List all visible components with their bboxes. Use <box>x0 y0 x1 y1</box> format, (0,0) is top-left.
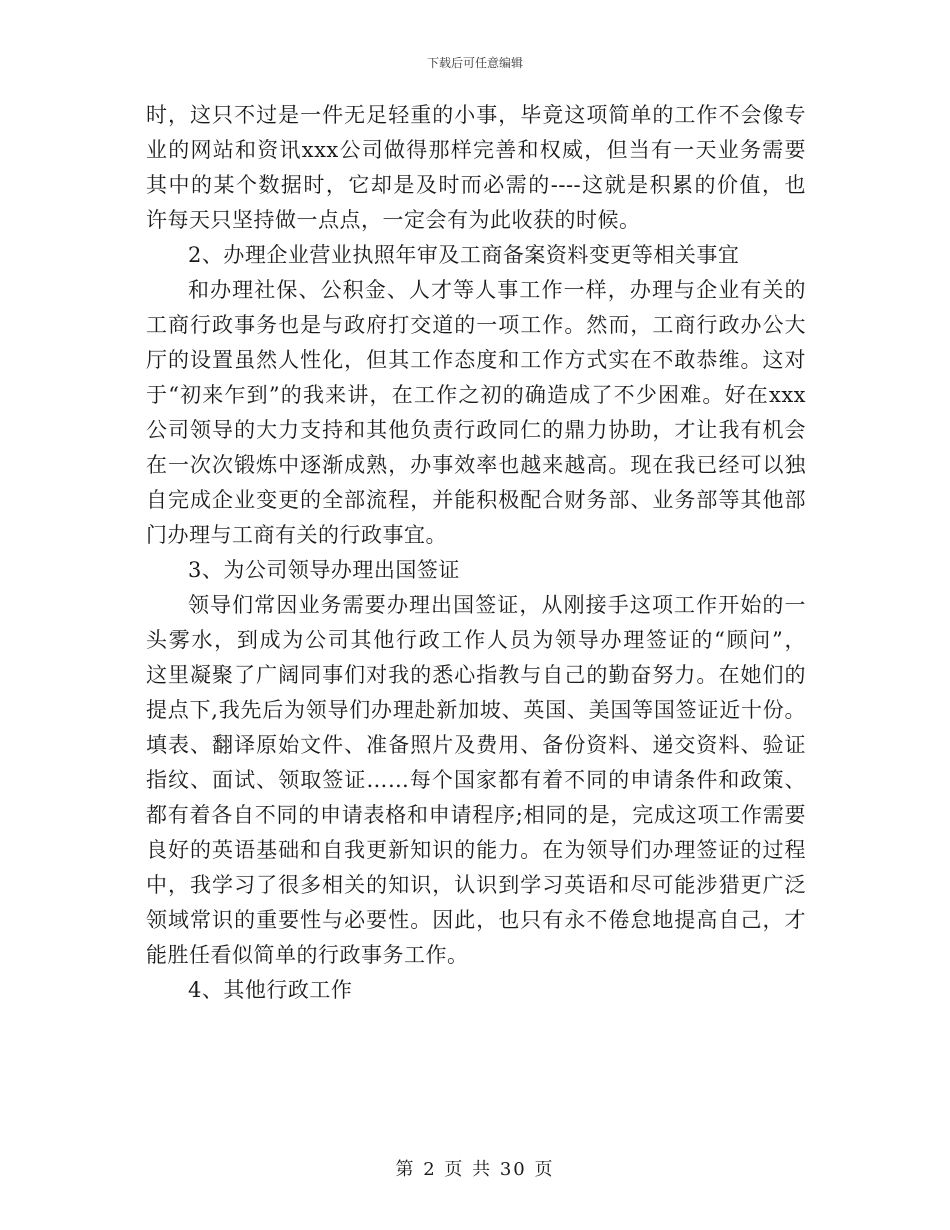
text-line: 自完成企业变更的全部流程，并能积极配合财务部、业务部等其他部 <box>146 488 806 512</box>
text-line: 厅的设置虽然人性化，但其工作态度和工作方式实在不敢恭维。这对 <box>146 348 806 372</box>
text-line: 工商行政事务也是与政府打交道的一项工作。然而，工商行政办公大 <box>146 313 806 337</box>
text-line: 能胜任看似简单的行政事务工作。 <box>146 943 469 967</box>
section-heading-4: 4、其他行政工作 <box>188 978 353 1002</box>
text-line: 填表、翻译原始文件、准备照片及费用、备份资料、递交资料、验证 <box>146 733 806 757</box>
section-heading-3: 3、为公司领导办理出国签证 <box>188 558 460 582</box>
text-line: 头雾水，到成为公司其他行政工作人员为领导办理签证的“顾问”， <box>146 628 806 652</box>
text-line: 领导们常因业务需要办理出国签证，从刚接手这项工作开始的一 <box>188 593 806 617</box>
text-line: 公司领导的大力支持和其他负责行政同仁的鼎力协助，才让我有机会 <box>146 418 806 442</box>
text-line: 良好的英语基础和自我更新知识的能力。在为领导们办理签证的过程 <box>146 838 806 862</box>
text-line: 指纹、面试、领取签证……每个国家都有着不同的申请条件和政策、 <box>146 768 806 792</box>
text-line: 和办理社保、公积金、人才等人事工作一样，办理与企业有关的 <box>188 278 806 302</box>
text-line: 中，我学习了很多相关的知识，认识到学习英语和尽可能涉猎更广泛 <box>146 873 806 897</box>
text-line: 都有着各自不同的申请表格和申请程序;相同的是，完成这项工作需要 <box>146 803 806 827</box>
text-line: 在一次次锻炼中逐渐成熟，办事效率也越来越高。现在我已经可以独 <box>146 453 806 477</box>
text-line: 时，这只不过是一件无足轻重的小事，毕竟这项简单的工作不会像专 <box>146 103 806 127</box>
text-line: 业的网站和资讯xxx公司做得那样完善和权威，但当有一天业务需要 <box>146 138 806 162</box>
text-line: 门办理与工商有关的行政事宜。 <box>146 523 447 547</box>
text-line: 许每天只坚持做一点点，一定会有为此收获的时候。 <box>146 208 641 232</box>
text-line: 这里凝聚了广阔同事们对我的悉心指教与自己的勤奋努力。在她们的 <box>146 663 806 687</box>
document-body <box>146 98 806 1008</box>
text-line: 提点下,我先后为领导们办理赴新加坡、英国、美国等国签证近十份。 <box>146 698 806 722</box>
page-footer: 第 2 页 共 30 页 <box>395 1159 555 1180</box>
text-line: 于“初来乍到”的我来讲，在工作之初的确造成了不少困难。好在xxx <box>146 383 806 407</box>
text-line: 其中的某个数据时，它却是及时而必需的----这就是积累的价值，也 <box>146 173 806 197</box>
text-line: 领域常识的重要性与必要性。因此，也只有永不倦怠地提高自己，才 <box>146 908 806 932</box>
section-heading-2: 2、办理企业营业执照年审及工商备案资料变更等相关事宜 <box>188 243 740 267</box>
page-header: 下载后可任意编辑 <box>426 56 523 70</box>
